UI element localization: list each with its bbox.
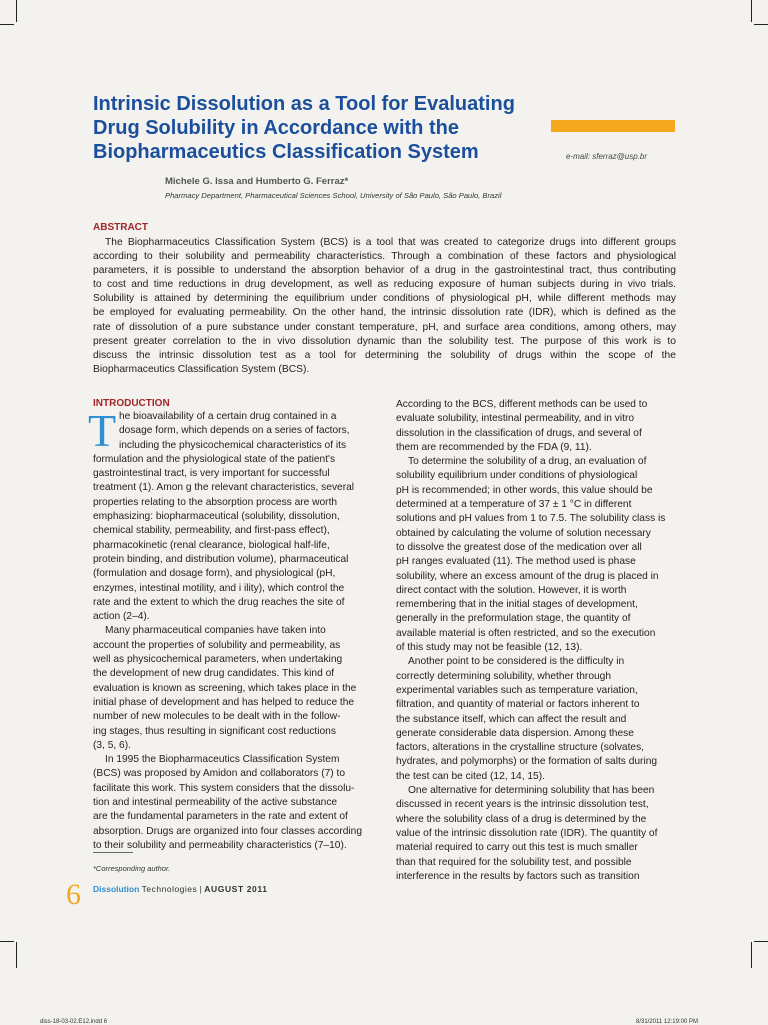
body-line: One alternative for determining solubility that has been <box>408 785 655 797</box>
body-line: direct contact with the solution. However, it is worth <box>396 584 627 596</box>
author-affiliation: Pharmacy Department, Pharmaceutical Sciences School, University of São Paulo, São Paulo, Brazil <box>165 191 502 200</box>
body-line: generate considerable data dispersion. Among these <box>396 727 634 739</box>
body-line: facilitate this work. This system considers that the dissolu- <box>93 782 355 794</box>
body-column-right <box>396 398 679 884</box>
body-line: the substance itself, which can affect the result and <box>396 713 627 725</box>
abstract-line: according to their solubility and permeability characteristics. Through a combination of these factors and physiological <box>93 251 676 263</box>
accent-bar <box>551 120 675 132</box>
footnote: *Corresponding author. <box>93 864 171 873</box>
body-line: formulation and the physiological state of the patient's <box>93 453 336 465</box>
author-email: e-mail: sferraz@usp.br <box>566 152 648 161</box>
body-line: discussed in recent years is the intrinsic dissolution test, <box>396 799 649 811</box>
body-line: determined at a temperature of 37 ± 1 °C in different <box>396 499 632 511</box>
body-line: protein binding, and distribution volume), pharmaceutical <box>93 553 349 565</box>
abstract-line: The Biopharmaceutics Classification System (BCS) is a tool that was created to categorize drugs into different groups <box>105 237 676 248</box>
journal-name-part2: Technologies <box>141 884 198 894</box>
abstract-line: parameters, it is possible to understand the absorption behavior of a drug in the gastrointestinal tract, thus contributing <box>93 265 676 277</box>
body-line: to their solubility and permeability characteristics (7–10). <box>93 839 347 851</box>
body-line: solubility, where an excess amount of the drug is placed in <box>396 570 659 582</box>
body-line: pharmacokinetic (renal clearance, biological half-life, <box>93 539 330 551</box>
body-line: evaluate solubility, intestinal permeability, and in vitro <box>396 413 635 425</box>
body-line: action (2–4). <box>93 611 150 623</box>
body-line: remembering that in the initial stages of development, <box>396 599 638 611</box>
body-line: To determine the solubility of a drug, an evaluation of <box>408 456 647 468</box>
footer-separator: | <box>199 884 202 894</box>
body-line: experimental variables such as temperature variation, <box>396 684 638 696</box>
journal-footer <box>93 884 268 894</box>
body-line: absorption. Drugs are organized into four classes according <box>93 825 362 837</box>
body-line: gastrointestinal tract, is very important for successful <box>93 468 330 480</box>
issue-date: AUGUST 2011 <box>204 884 268 894</box>
drop-cap: T <box>88 405 117 456</box>
body-line: available material is often restricted, and so the execution <box>396 627 656 639</box>
body-line: filtration, and quantity of material or factors inherent to <box>396 699 640 711</box>
body-line: emphasizing: biopharmaceutical (solubility, dissolution, <box>93 511 340 523</box>
slug-timestamp: 8/31/2011 12:19:00 PM <box>636 1019 698 1025</box>
body-line: interference in the results by factors such as transition <box>396 870 640 882</box>
abstract-line: discuss the intrinsic dissolution test as a tool for determining the solubility of drugs within the scope of the <box>93 349 676 361</box>
crop-mark <box>751 0 752 22</box>
body-line: solubility equilibrium under conditions of physiological <box>396 470 638 482</box>
crop-mark <box>16 0 17 22</box>
body-line: dosage form, which depends on a series of factors, <box>119 425 350 437</box>
page-number: 6 <box>66 878 81 911</box>
crop-mark <box>754 941 768 942</box>
abstract-text <box>93 236 676 377</box>
body-line: Another point to be considered is the difficulty in <box>408 656 625 668</box>
body-line: well as physicochemical parameters, when undertaking <box>93 654 343 666</box>
title-line: Drug Solubility in Accordance with the <box>93 117 459 139</box>
introduction-heading: INTRODUCTION <box>93 398 170 409</box>
body-line: he bioavailability of a certain drug contained in a <box>119 411 337 422</box>
body-line: Many pharmaceutical companies have taken into <box>105 625 326 637</box>
abstract-line: Biopharmaceutics Classification System (BCS). <box>93 363 310 375</box>
body-line: solutions and pH values from 1 to 7.5. The solubility class is <box>396 513 666 525</box>
body-line: account the properties of solubility and permeability, as <box>93 639 341 651</box>
body-line: enzymes, intestinal motility, and i ility), which control the <box>93 582 345 594</box>
body-line: initial phase of development and has helped to reduce the <box>93 696 355 708</box>
body-line: are the fundamental parameters in the rate and extent of <box>93 811 348 823</box>
abstract-line: present greater correlation to the in vivo dissolution dynamic than the solubility test. The purpose of this work is to <box>93 335 676 347</box>
body-line: correctly determining solubility, whether through <box>396 670 611 682</box>
body-line: tion and intestinal permeability of the active substance <box>93 797 338 809</box>
abstract-line: Solubility is attained by determining the equilibrium under conditions of physiological pH, while different methods may <box>93 293 676 305</box>
body-line: (BCS) was proposed by Amidon and collaborators (7) to <box>93 768 345 780</box>
body-line: (formulation and dosage form), and physiological (pH, <box>93 568 336 580</box>
title-line: Intrinsic Dissolution as a Tool for Evaluating <box>93 93 515 115</box>
body-line: including the physicochemical characteristics of its <box>119 439 347 451</box>
body-line: rate and the extent to which the drug reaches the site of <box>93 596 345 608</box>
abstract-line: to cost and time reductions in drug development, as well as reducing exposure of human subjects during in vivo trials. <box>93 279 676 291</box>
body-line: According to the BCS, different methods can be used to <box>396 399 648 410</box>
body-line: pH ranges evaluated (11). The method used is phase <box>396 556 636 568</box>
crop-mark <box>754 24 768 25</box>
crop-mark <box>0 941 14 942</box>
body-line: to dissolve the greatest dose of the medication over all <box>396 541 642 553</box>
body-line: factors, alterations in the crystalline structure (solvates, <box>396 742 644 754</box>
body-line: value of the intrinsic dissolution rate (IDR). The quantity of <box>396 827 658 839</box>
body-line: material required to carry out this test is much smaller <box>396 842 638 854</box>
abstract-line: rate of dissolution of a pure substance under constant temperature, pH, and surface area conditions, among others, may <box>93 321 676 333</box>
slug-filename: diss-18-03-02.E12.indd 6 <box>40 1019 108 1025</box>
body-line: pH is recommended; in other words, this value should be <box>396 484 653 496</box>
article-title <box>93 92 563 164</box>
body-line: of this study may not be feasible (12, 13). <box>396 642 583 654</box>
body-line: the development of new drug candidates. This kind of <box>93 668 335 680</box>
body-line: them are recommended by the FDA (9, 11). <box>396 441 592 453</box>
journal-name-part1: Dissolution <box>93 884 140 894</box>
crop-mark <box>751 942 752 968</box>
body-line: obtained by calculating the volume of solution necessary <box>396 527 651 539</box>
body-line: ing stages, thus resulting in significant cost reductions <box>93 725 336 737</box>
body-line: where the solubility class of a drug is determined by the <box>396 813 647 825</box>
footnote-rule <box>93 852 133 853</box>
body-line: dissolution in the classification of drugs, and several of <box>396 427 642 439</box>
body-line: properties relating to the absorption process are worth <box>93 496 338 508</box>
body-line: In 1995 the Biopharmaceutics Classification System <box>105 754 340 766</box>
body-line: chemical stability, permeability, and first-pass effect), <box>93 525 330 537</box>
abstract-line: be employed for evaluating permeability. On the other hand, the intrinsic dissolution rate (IDR), which is defined as the <box>93 307 676 319</box>
crop-mark <box>16 942 17 968</box>
title-line: Biopharmaceutics Classification System <box>93 141 479 163</box>
body-line: number of new molecules to be dealt with in the follow- <box>93 711 341 723</box>
abstract-heading: ABSTRACT <box>93 222 148 233</box>
body-line: generally in the preformulation stage, the quantity of <box>396 613 631 625</box>
body-line: the test can be cited (12, 14, 15). <box>396 770 545 782</box>
body-line: evaluation is known as screening, which takes place in the <box>93 682 357 694</box>
body-line: (3, 5, 6). <box>93 739 131 751</box>
body-line: treatment (1). Amon g the relevant characteristics, several <box>93 482 355 494</box>
body-line: hydrates, and polymorphs) or the formation of salts during <box>396 756 658 768</box>
crop-mark <box>0 24 14 25</box>
body-line: than that required for the solubility test, and possible <box>396 856 632 868</box>
author-names: Michele G. Issa and Humberto G. Ferraz* <box>165 176 349 187</box>
body-column-left <box>93 410 376 853</box>
